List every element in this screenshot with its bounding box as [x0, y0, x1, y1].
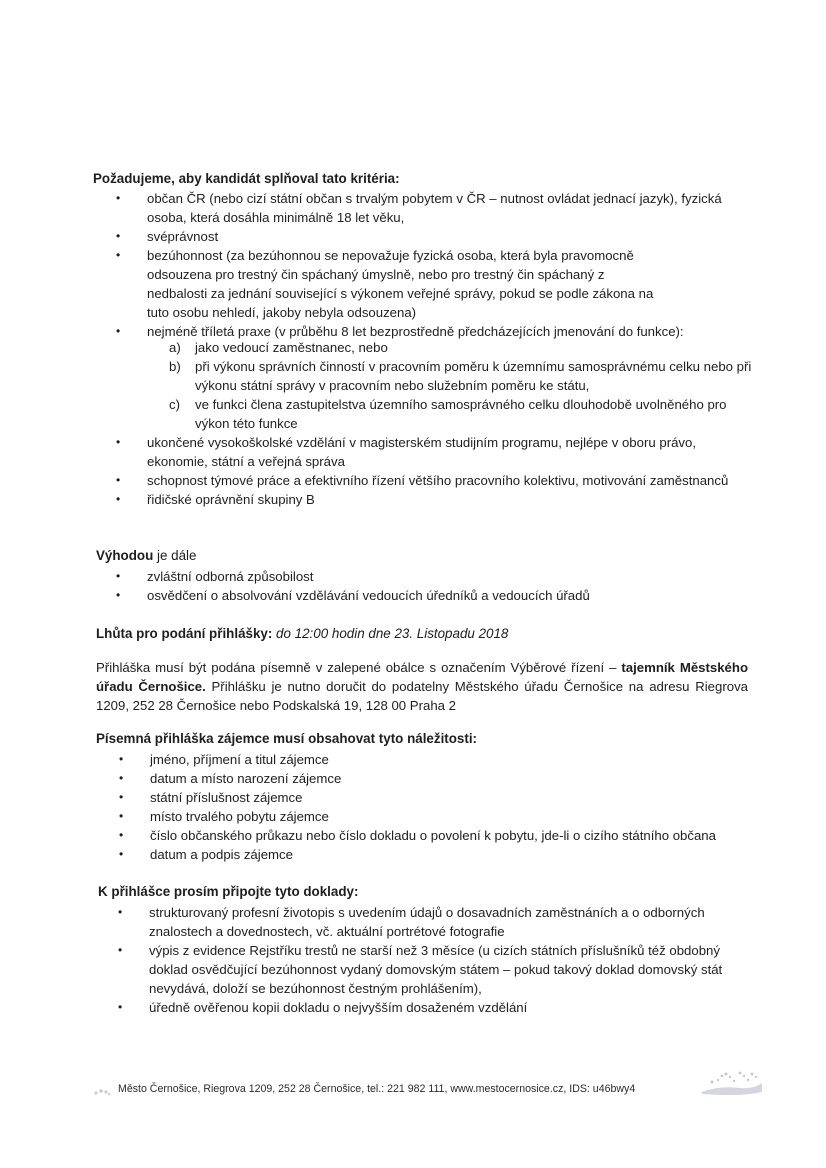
deadline-label: Lhůta pro podání přihlášky:	[96, 626, 273, 641]
deadline	[96, 624, 508, 643]
sub-item-c	[169, 395, 755, 433]
list-item: • bezúhonnost (za bezúhonnou se nepovažuje fyzická osoba, která byla pravomocně odsouzena pro trestný čin spáchaný úmyslně, nebo pro trestný čin spáchaný z nedbalosti za jednání související s výkonem veřejné správy, pokud se podle zákona na tuto osobu nehledí, jakoby nebyla odsouzena)	[147, 246, 667, 322]
advantage-heading-rest: je dále	[153, 548, 197, 563]
application-list	[150, 750, 760, 864]
list-item: • místo trvalého pobytu zájemce	[150, 807, 760, 826]
sub-item-letter: b)	[169, 359, 181, 374]
sub-item-a	[169, 338, 755, 357]
advantage-list	[147, 567, 727, 605]
sub-item-letter: c)	[169, 397, 180, 412]
sub-item-text: ve funkci člena zastupitelstva územního samosprávného celku dlouhodobě uvolněného pro výkon této funkce	[195, 397, 727, 431]
submission-text-2: Přihlášku je nutno doručit do podatelny Městského úřadu Černošice na adresu Riegrova 1209, 252 28 Černošice nebo Podskalská 19, 128 00 Praha 2	[96, 679, 749, 713]
documents-list	[149, 903, 749, 1017]
requirements-list	[147, 189, 727, 341]
list-item: • občan ČR (nebo cizí státní občan s trvalým pobytem v ČR – nutnost ovládat jednací jazyk), fyzická osoba, která dosáhla minimálně 18 let věku,	[147, 189, 727, 227]
deadline-value: do 12:00 hodin dne 23. Listopadu 2018	[272, 626, 509, 641]
list-item: • jméno, příjmení a titul zájemce	[150, 750, 760, 769]
submission-paragraph	[96, 658, 748, 715]
advantage-heading	[96, 546, 196, 565]
list-item: • výpis z evidence Rejstříku trestů ne starší než 3 měsíce (u cizích státních příslušníků též obdobný doklad osvědčující bezúhonnost vydaný domovským státem – pokud takový doklad domovský stát nevydává, doloží se bezúhonnost čestným prohlášením),	[149, 941, 749, 998]
list-item: • nejméně tříletá praxe (v průběhu 8 let bezprostředně předcházejících jmenování do funkce):	[147, 322, 727, 341]
requirements-list-continued	[147, 433, 747, 509]
list-item: • úředně ověřenou kopii dokladu o nejvyšším dosaženém vzdělání	[149, 998, 749, 1017]
footer-contact: Město Černošice, Riegrova 1209, 252 28 Černošice, tel.: 221 982 111, www.mestocernosice.cz, IDS: u46bwy4	[118, 1083, 636, 1095]
sub-item-text: jako vedoucí zaměstnanec, nebo	[195, 340, 388, 355]
requirements-heading: Požadujeme, aby kandidát splňoval tato kritéria:	[93, 171, 400, 186]
practice-sublist	[169, 338, 755, 433]
list-item: • řidičské oprávnění skupiny B	[147, 490, 747, 509]
city-logo-icon	[700, 1068, 764, 1098]
advantage-heading-bold: Výhodou	[96, 548, 154, 563]
list-item: • zvláštní odborná způsobilost	[147, 567, 727, 586]
list-item: • osvědčení o absolvování vzdělávání vedoucích úředníků a vedoucích úřadů	[147, 586, 727, 605]
sub-item-text: při výkonu správních činností v pracovním poměru k územnímu samosprávnému celku nebo při výkonu státní správy v pracovním nebo služebním poměru ke státu,	[195, 359, 752, 393]
submission-text-bold: tajemník Městského úřadu Černošice.	[96, 660, 748, 694]
list-item: • datum a podpis zájemce	[150, 845, 760, 864]
list-item: • číslo občanského průkazu nebo číslo dokladu o povolení k pobytu, jde-li o cizího státního občana	[150, 826, 760, 845]
application-heading: Písemná přihláška zájemce musí obsahovat tyto náležitosti:	[96, 731, 478, 746]
sub-item-b	[169, 357, 755, 395]
documents-heading: K přihlášce prosím připojte tyto doklady:	[98, 884, 359, 899]
list-item: • ukončené vysokoškolské vzdělání v magisterském studijním programu, nejlépe v oboru právo, ekonomie, státní a veřejná správa	[147, 433, 747, 471]
submission-text-1: Přihláška musí být podána písemně v zalepené obálce s označením Výběrové řízení –	[96, 660, 622, 675]
list-item: • schopnost týmové práce a efektivního řízení většího pracovního kolektivu, motivování zaměstnanců	[147, 471, 747, 490]
list-item: • strukturovaný profesní životopis s uvedením údajů o dosavadních zaměstnáních a o odborných znalostech a dovednostech, vč. aktuální portrétové fotografie	[149, 903, 749, 941]
list-item: • datum a místo narození zájemce	[150, 769, 760, 788]
list-item: • svéprávnost	[147, 227, 727, 246]
sub-item-letter: a)	[169, 340, 181, 355]
list-item: • státní příslušnost zájemce	[150, 788, 760, 807]
city-logo-small-icon	[93, 1087, 111, 1097]
